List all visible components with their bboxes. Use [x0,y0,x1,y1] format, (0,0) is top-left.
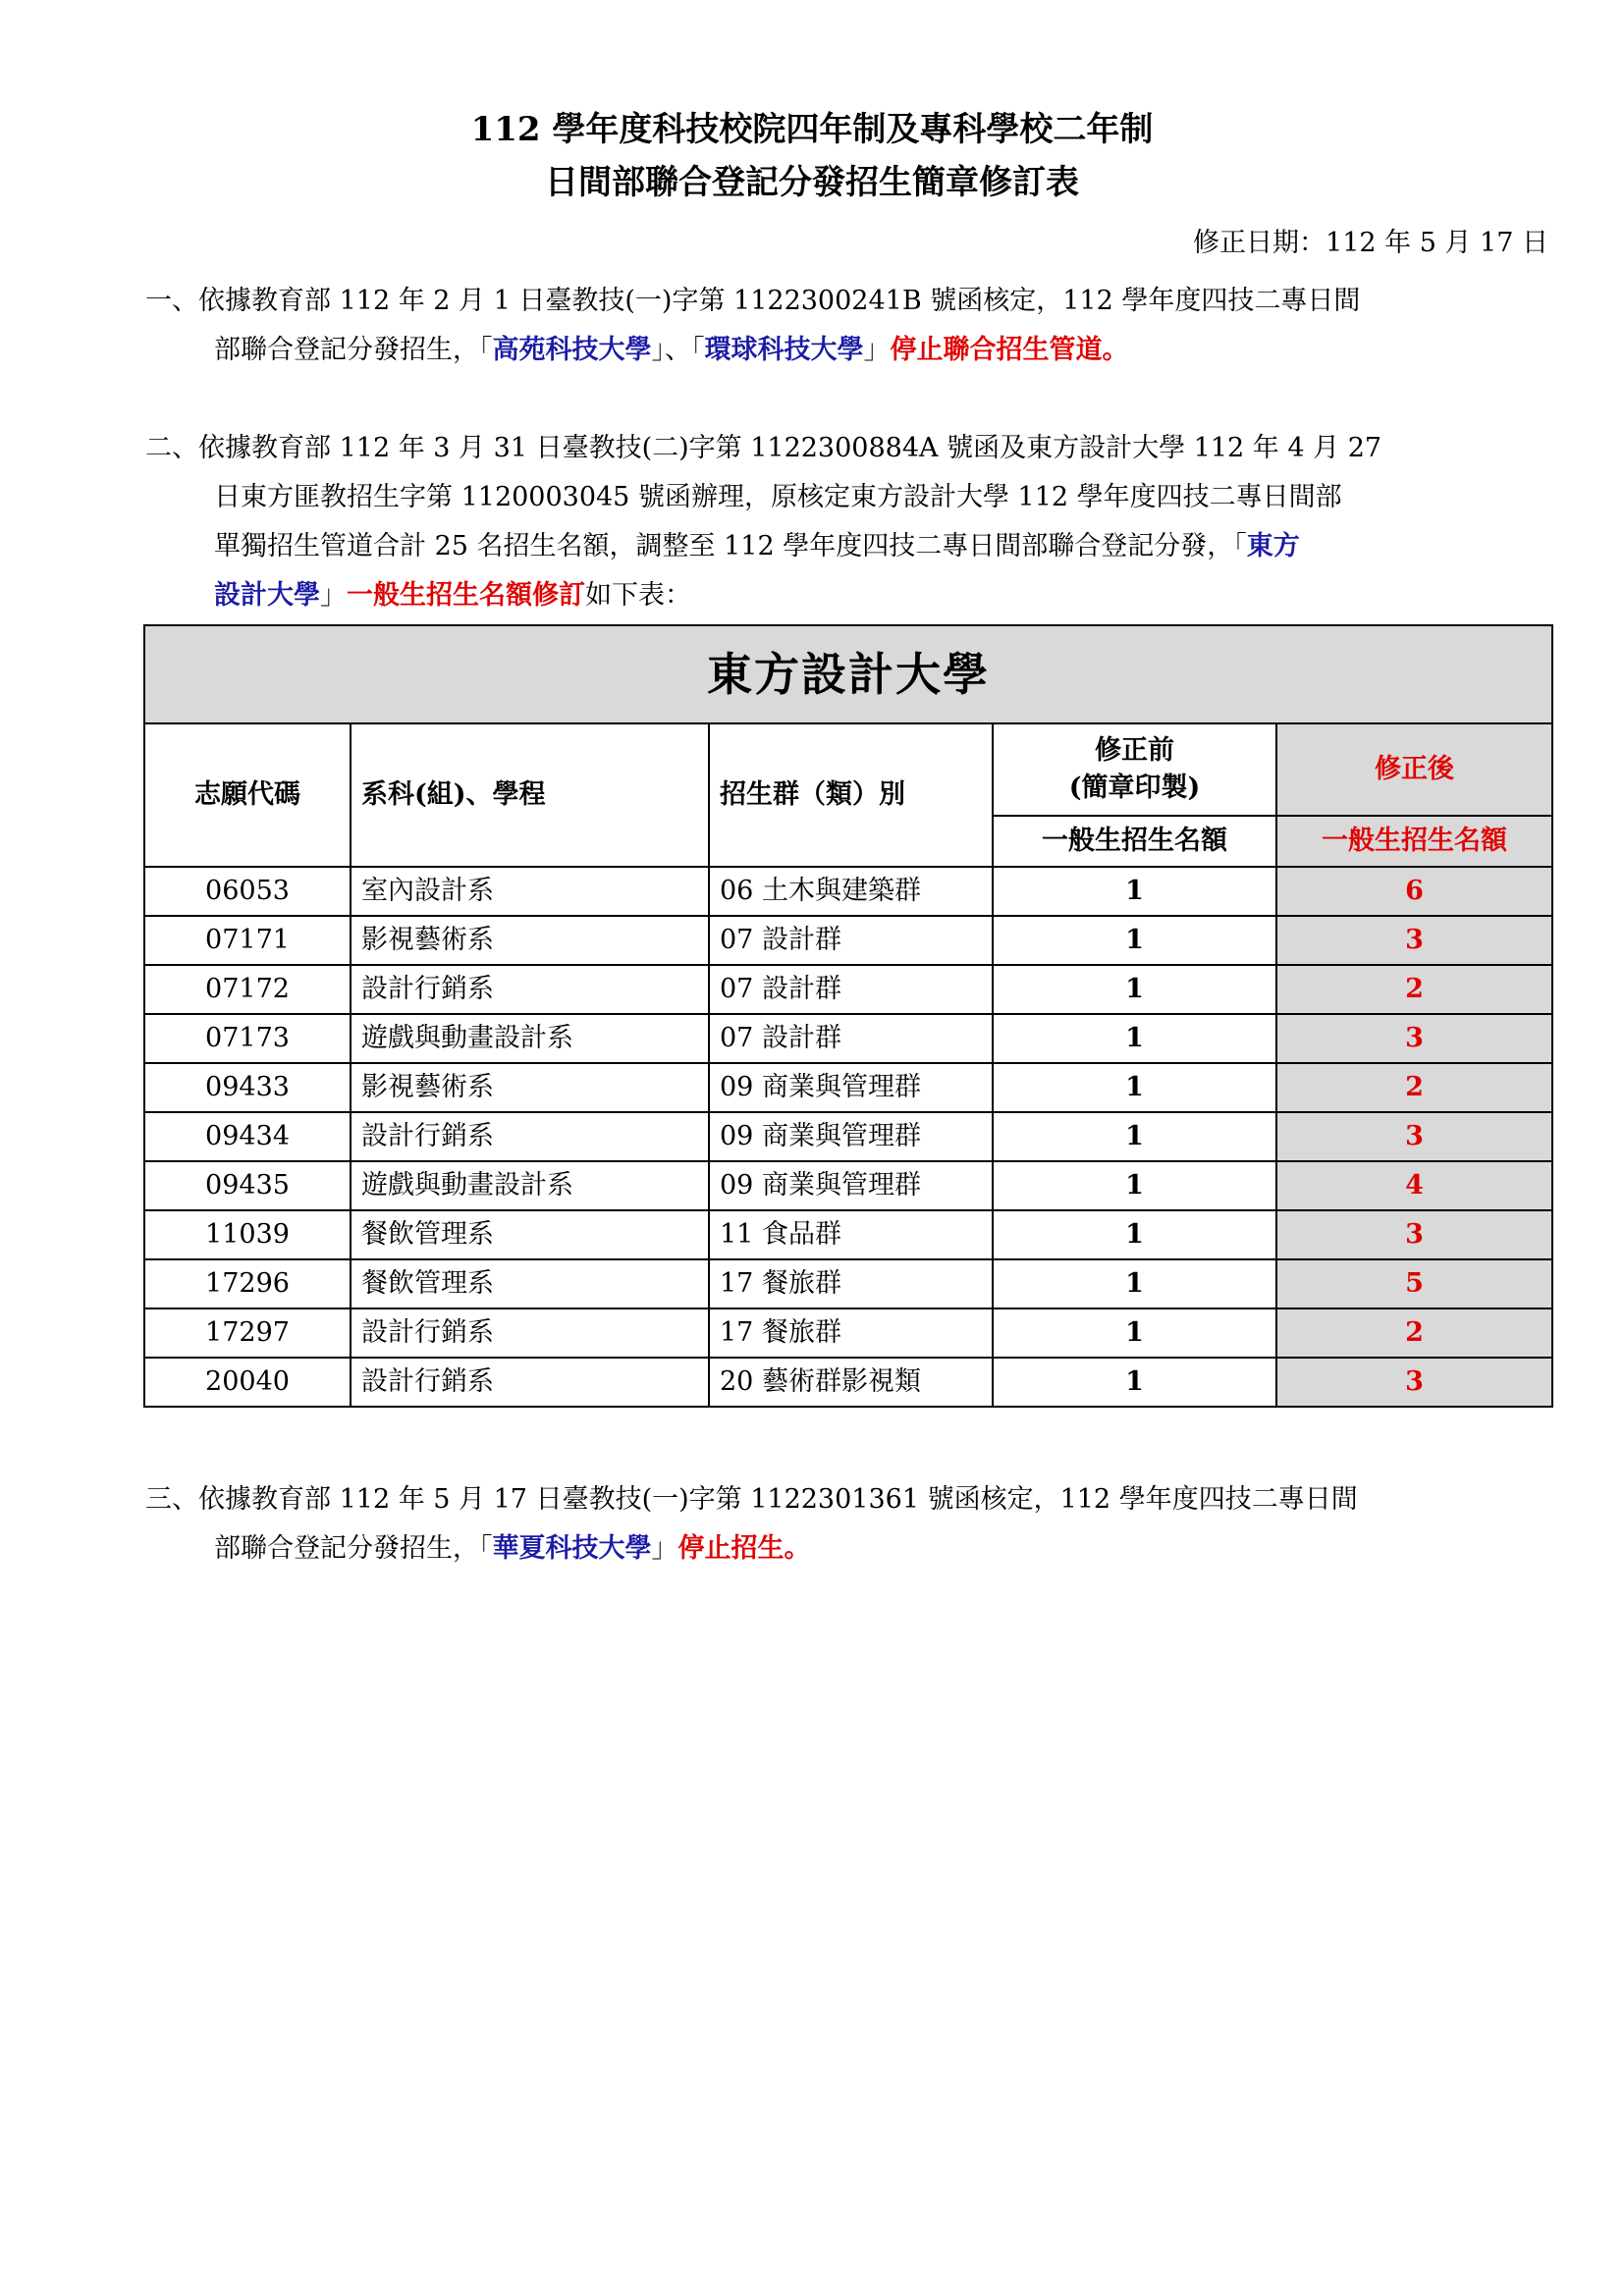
school-name-dongfang-part1: 東方 [1246,531,1300,561]
row-group: 09 商業與管理群 [709,1161,993,1210]
section-2-line3 [145,522,1559,571]
table-row [144,1308,1552,1358]
table-row [144,867,1552,916]
row-group: 09 商業與管理群 [709,1063,993,1112]
row-dept: 室內設計系 [351,867,709,916]
school-name-kaoyuan: 高苑科技大學 [492,335,652,365]
table-school-name: 東方設計大學 [144,625,1552,723]
table-row [144,1161,1552,1210]
row-code: 07171 [144,916,351,965]
row-dept: 遊戲與動畫設計系 [351,1014,709,1063]
row-quota-before: 1 [993,1161,1276,1210]
row-group: 17 餐旅群 [709,1308,993,1358]
header-before-line1: 修正前 [1095,735,1174,766]
row-code: 17296 [144,1259,351,1308]
row-quota-before: 1 [993,1112,1276,1161]
header-quota-after: 一般生招生名額 [1276,816,1552,867]
row-dept: 影視藝術系 [351,916,709,965]
row-quota-after: 3 [1276,916,1552,965]
row-dept: 遊戲與動畫設計系 [351,1161,709,1210]
row-group: 09 商業與管理群 [709,1112,993,1161]
row-dept: 餐飲管理系 [351,1210,709,1259]
row-code: 07172 [144,965,351,1014]
table-row [144,916,1552,965]
row-quota-before: 1 [993,1210,1276,1259]
table-row [144,1014,1552,1063]
row-group: 11 食品群 [709,1210,993,1259]
row-group: 20 藝術群影視類 [709,1358,993,1407]
row-quota-before: 1 [993,965,1276,1014]
header-quota-before: 一般生招生名額 [993,816,1276,867]
section-3-line2 [145,1524,1559,1574]
section-2-line1: 二、依據教育部 112 年 3 月 31 日臺教技(二)字第 1122300884A 號函及東方設計大學 112 年 4 月 27 [145,433,1382,463]
row-quota-after: 3 [1276,1210,1552,1259]
row-quota-after: 2 [1276,965,1552,1014]
school-name-huaxia: 華夏科技大學 [492,1533,652,1564]
row-quota-before: 1 [993,1358,1276,1407]
section-1 [145,277,1559,375]
row-code: 06053 [144,867,351,916]
row-dept: 設計行銷系 [351,1358,709,1407]
section-2-line2: 日東方匪教招生字第 1120003045 號函辦理，原核定東方設計大學 112 學年度四技二專日間部 [214,482,1342,512]
school-name-huanqiu: 環球科技大學 [704,335,864,365]
school-name-dongfang-part2: 設計大學 [214,580,320,611]
row-code: 17297 [144,1308,351,1358]
row-quota-before: 1 [993,916,1276,965]
row-quota-after: 2 [1276,1063,1552,1112]
row-quota-after: 2 [1276,1308,1552,1358]
row-code: 11039 [144,1210,351,1259]
row-dept: 設計行銷系 [351,965,709,1014]
section-3-text: 部聯合登記分發招生，「 [214,1533,493,1564]
section-2-line4-tail: 如下表： [585,580,691,611]
row-quota-after: 3 [1276,1358,1552,1407]
row-group: 07 設計群 [709,965,993,1014]
section-2 [145,424,1559,620]
document-title-line2: 日間部聯合登記分發招生簡章修訂表 [545,163,1079,202]
section-1-close-bracket: 」 [863,335,891,365]
table-row [144,1063,1552,1112]
section-3 [145,1475,1559,1574]
row-group: 07 設計群 [709,1014,993,1063]
table-body [144,867,1552,1407]
section-1-line2 [145,326,1559,375]
section-2-line3-text: 單獨招生管道合計 25 名招生名額，調整至 112 學年度四技二專日間部聯合登記分發，「 [214,531,1247,561]
row-dept: 餐飲管理系 [351,1259,709,1308]
section-3-action: 停止招生。 [677,1533,811,1564]
row-quota-after: 3 [1276,1014,1552,1063]
row-group: 07 設計群 [709,916,993,965]
section-3-close-bracket: 」 [651,1533,678,1564]
section-1-separator: 」、「 [651,335,705,365]
section-1-line1: 一、依據教育部 112 年 2 月 1 日臺教技(一)字第 1122300241B 號函核定，112 學年度四技二專日間 [145,286,1361,316]
section-2-close-bracket: 」 [320,580,347,611]
row-quota-after: 4 [1276,1161,1552,1210]
row-quota-after: 3 [1276,1112,1552,1161]
table-row [144,965,1552,1014]
table-row [144,1358,1552,1407]
row-code: 09434 [144,1112,351,1161]
header-dept: 系科(組)、學程 [351,723,709,867]
section-2-quota-revision: 一般生招生名額修訂 [347,580,585,611]
row-dept: 影視藝術系 [351,1063,709,1112]
section-1-text: 部聯合登記分發招生，「 [214,335,493,365]
row-quota-before: 1 [993,1014,1276,1063]
row-quota-before: 1 [993,867,1276,916]
row-code: 20040 [144,1358,351,1407]
quota-revision-table [143,624,1553,1408]
table-row [144,1259,1552,1308]
row-group: 17 餐旅群 [709,1259,993,1308]
header-group: 招生群（類）別 [709,723,993,867]
row-quota-after: 5 [1276,1259,1552,1308]
header-before [993,723,1276,816]
row-quota-before: 1 [993,1308,1276,1358]
table-row [144,1210,1552,1259]
document-title-line1: 112 學年度科技校院四年制及專科學校二年制 [470,110,1154,149]
row-code: 07173 [144,1014,351,1063]
row-quota-before: 1 [993,1063,1276,1112]
row-code: 09435 [144,1161,351,1210]
row-dept: 設計行銷系 [351,1308,709,1358]
row-group: 06 土木與建築群 [709,867,993,916]
row-code: 09433 [144,1063,351,1112]
row-dept: 設計行銷系 [351,1112,709,1161]
row-quota-after: 6 [1276,867,1552,916]
header-after: 修正後 [1276,723,1552,816]
section-3-line1: 三、依據教育部 112 年 5 月 17 日臺教技(一)字第 1122301361 號函核定，112 學年度四技二專日間 [145,1484,1358,1515]
section-2-line4 [145,571,1559,620]
header-before-line2: (簡章印製) [1068,773,1201,803]
header-code: 志願代碼 [144,723,351,867]
table-row [144,1112,1552,1161]
section-1-action: 停止聯合招生管道。 [890,335,1129,365]
row-quota-before: 1 [993,1259,1276,1308]
revision-date: 修正日期：112 年 5 月 17 日 [1193,228,1548,258]
